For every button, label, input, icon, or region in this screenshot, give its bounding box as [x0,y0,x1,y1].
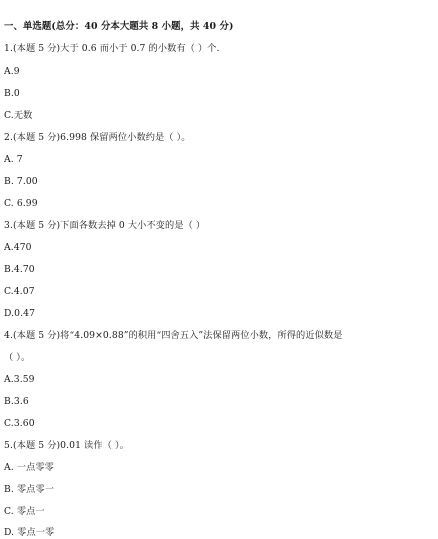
question-3-option-a: A.470 [4,242,32,253]
question-5-option-d: D. 零点一零 [4,527,55,538]
question-2-stem: 2.(本题 5 分)6.998 保留两位小数约是（ ）。 [4,132,191,143]
question-5-option-c: C. 零点一 [4,506,45,517]
question-5-option-a: A. 一点零零 [4,462,54,473]
question-1-option-a: A.9 [4,66,20,77]
question-3-option-b: B.4.70 [4,264,35,275]
question-3-option-c: C.4.07 [4,286,35,297]
question-2-option-b: B. 7.00 [4,176,38,187]
section-title: 一、单选题(总分：40 分本大题共 8 小题，共 40 分) [4,21,234,32]
question-4-option-b: B.3.6 [4,396,29,407]
question-4-stem: 4.(本题 5 分)将“4.09×0.88”的积用“四舍五入”法保留两位小数，所得的近似数是 [4,330,343,341]
question-4-stem-continued: （ ）。 [4,352,31,363]
question-1-option-c: C.无数 [4,110,33,121]
question-5-option-b: B. 零点零一 [4,484,55,495]
question-3-option-d: D.0.47 [4,308,36,319]
question-4-option-c: C.3.60 [4,418,35,429]
question-3-stem: 3.(本题 5 分)下面各数去掉 0 大小不变的是（ ） [4,220,206,231]
question-5-stem: 5.(本题 5 分)0.01 读作（ ）。 [4,440,129,451]
question-1-stem: 1.(本题 5 分)大于 0.6 而小于 0.7 的小数有（ ）个. [4,43,220,54]
question-2-option-c: C. 6.99 [4,198,38,209]
question-2-option-a: A. 7 [4,154,23,165]
question-1-option-b: B.0 [4,88,20,99]
question-4-option-a: A.3.59 [4,374,35,385]
